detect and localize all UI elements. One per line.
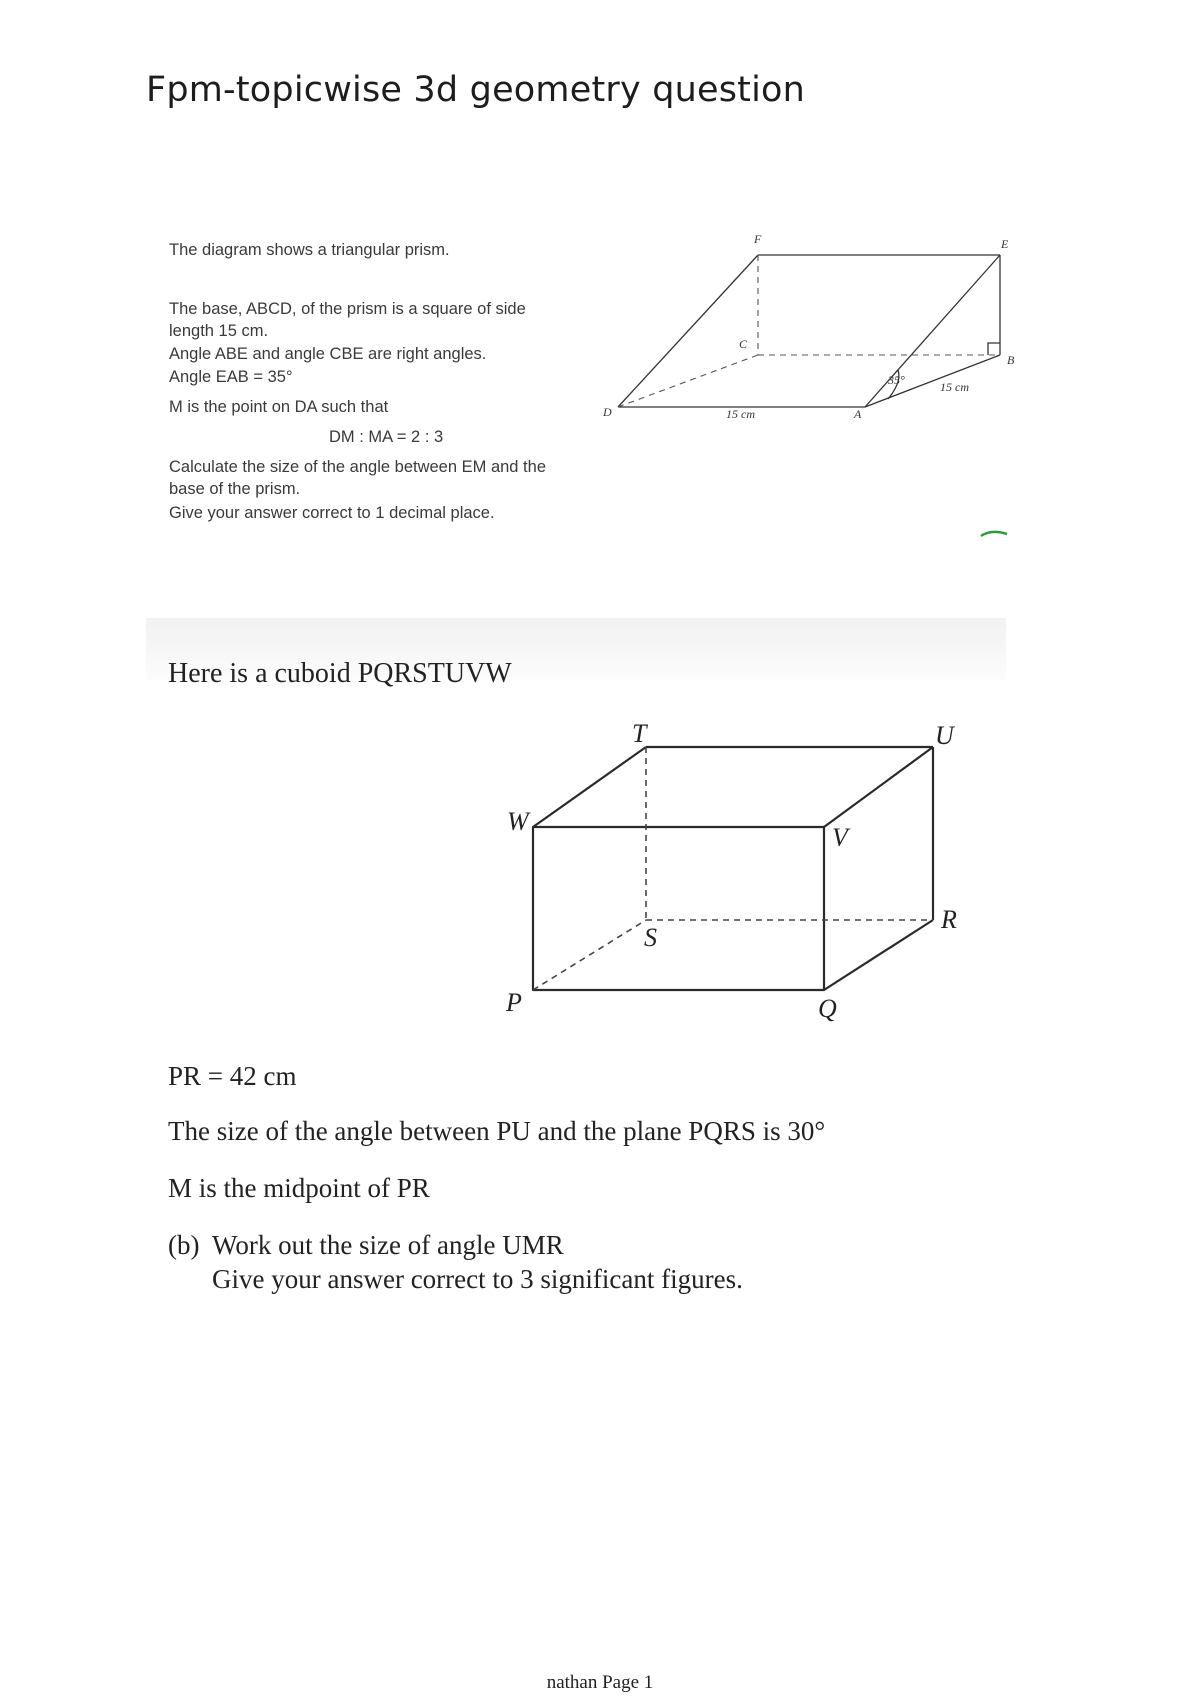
cuboid-front-face: [533, 827, 824, 990]
q1-task-line2: base of the prism.: [169, 480, 301, 498]
q1-ratio: DM : MA = 2 : 3: [329, 428, 444, 446]
q2-part-b-label: (b): [168, 1230, 200, 1260]
q2-part-b-accuracy: Give your answer correct to 3 significant figures.: [212, 1264, 743, 1294]
cuboid-edge-vu: [824, 747, 933, 827]
prism-label-a: A: [854, 407, 862, 421]
prism-label-c: C: [739, 337, 748, 351]
page-title: Fpm-topicwise 3d geometry question: [146, 70, 805, 110]
page-footer: nathan Page 1: [546, 1672, 654, 1693]
cuboid-label-p: P: [506, 988, 522, 1017]
cuboid-edge-ps: [533, 920, 646, 990]
q2-part-b-text: Work out the size of angle UMR: [212, 1230, 564, 1260]
cuboid-label-q: Q: [818, 994, 837, 1023]
cuboid-label-u: U: [935, 721, 954, 750]
prism-side-da: 15 cm: [726, 407, 755, 421]
prism-angle-label: 35°: [888, 373, 905, 387]
cuboid-label-r: R: [941, 905, 957, 934]
q1-task-line1: Calculate the size of the angle between EM and the: [169, 458, 546, 476]
q2-midpoint: M is the midpoint of PR: [168, 1173, 430, 1203]
q2-pr: PR = 42 cm: [168, 1061, 297, 1091]
prism-label-f: F: [754, 232, 762, 246]
cuboid-label-v: V: [832, 823, 848, 852]
prism-label-e: E: [1001, 237, 1009, 251]
prism-label-b: B: [1007, 353, 1015, 367]
cuboid-edge-qr: [824, 920, 933, 990]
q1-base-line1: The base, ABCD, of the prism is a square of side: [169, 300, 526, 318]
cuboid-label-s: S: [644, 923, 657, 952]
q1-base-line2: length 15 cm.: [169, 322, 269, 340]
q1-angle-eab: Angle EAB = 35°: [169, 368, 293, 386]
prism-side-ab: 15 cm: [940, 380, 969, 394]
cuboid-label-w: W: [507, 807, 529, 836]
cuboid-label-t: T: [632, 719, 647, 748]
q2-heading: Here is a cuboid PQRSTUVW: [168, 658, 512, 689]
q1-intro: The diagram shows a triangular prism.: [169, 241, 450, 259]
q1-accuracy: Give your answer correct to 1 decimal place.: [169, 504, 495, 522]
q2-angle-info: The size of the angle between PU and the plane PQRS is 30°: [168, 1116, 826, 1146]
prism-label-d: D: [603, 405, 612, 419]
q1-m-point: M is the point on DA such that: [169, 398, 389, 416]
q1-right-angles: Angle ABE and angle CBE are right angles.: [169, 345, 487, 363]
cuboid-edge-wt: [533, 747, 646, 827]
